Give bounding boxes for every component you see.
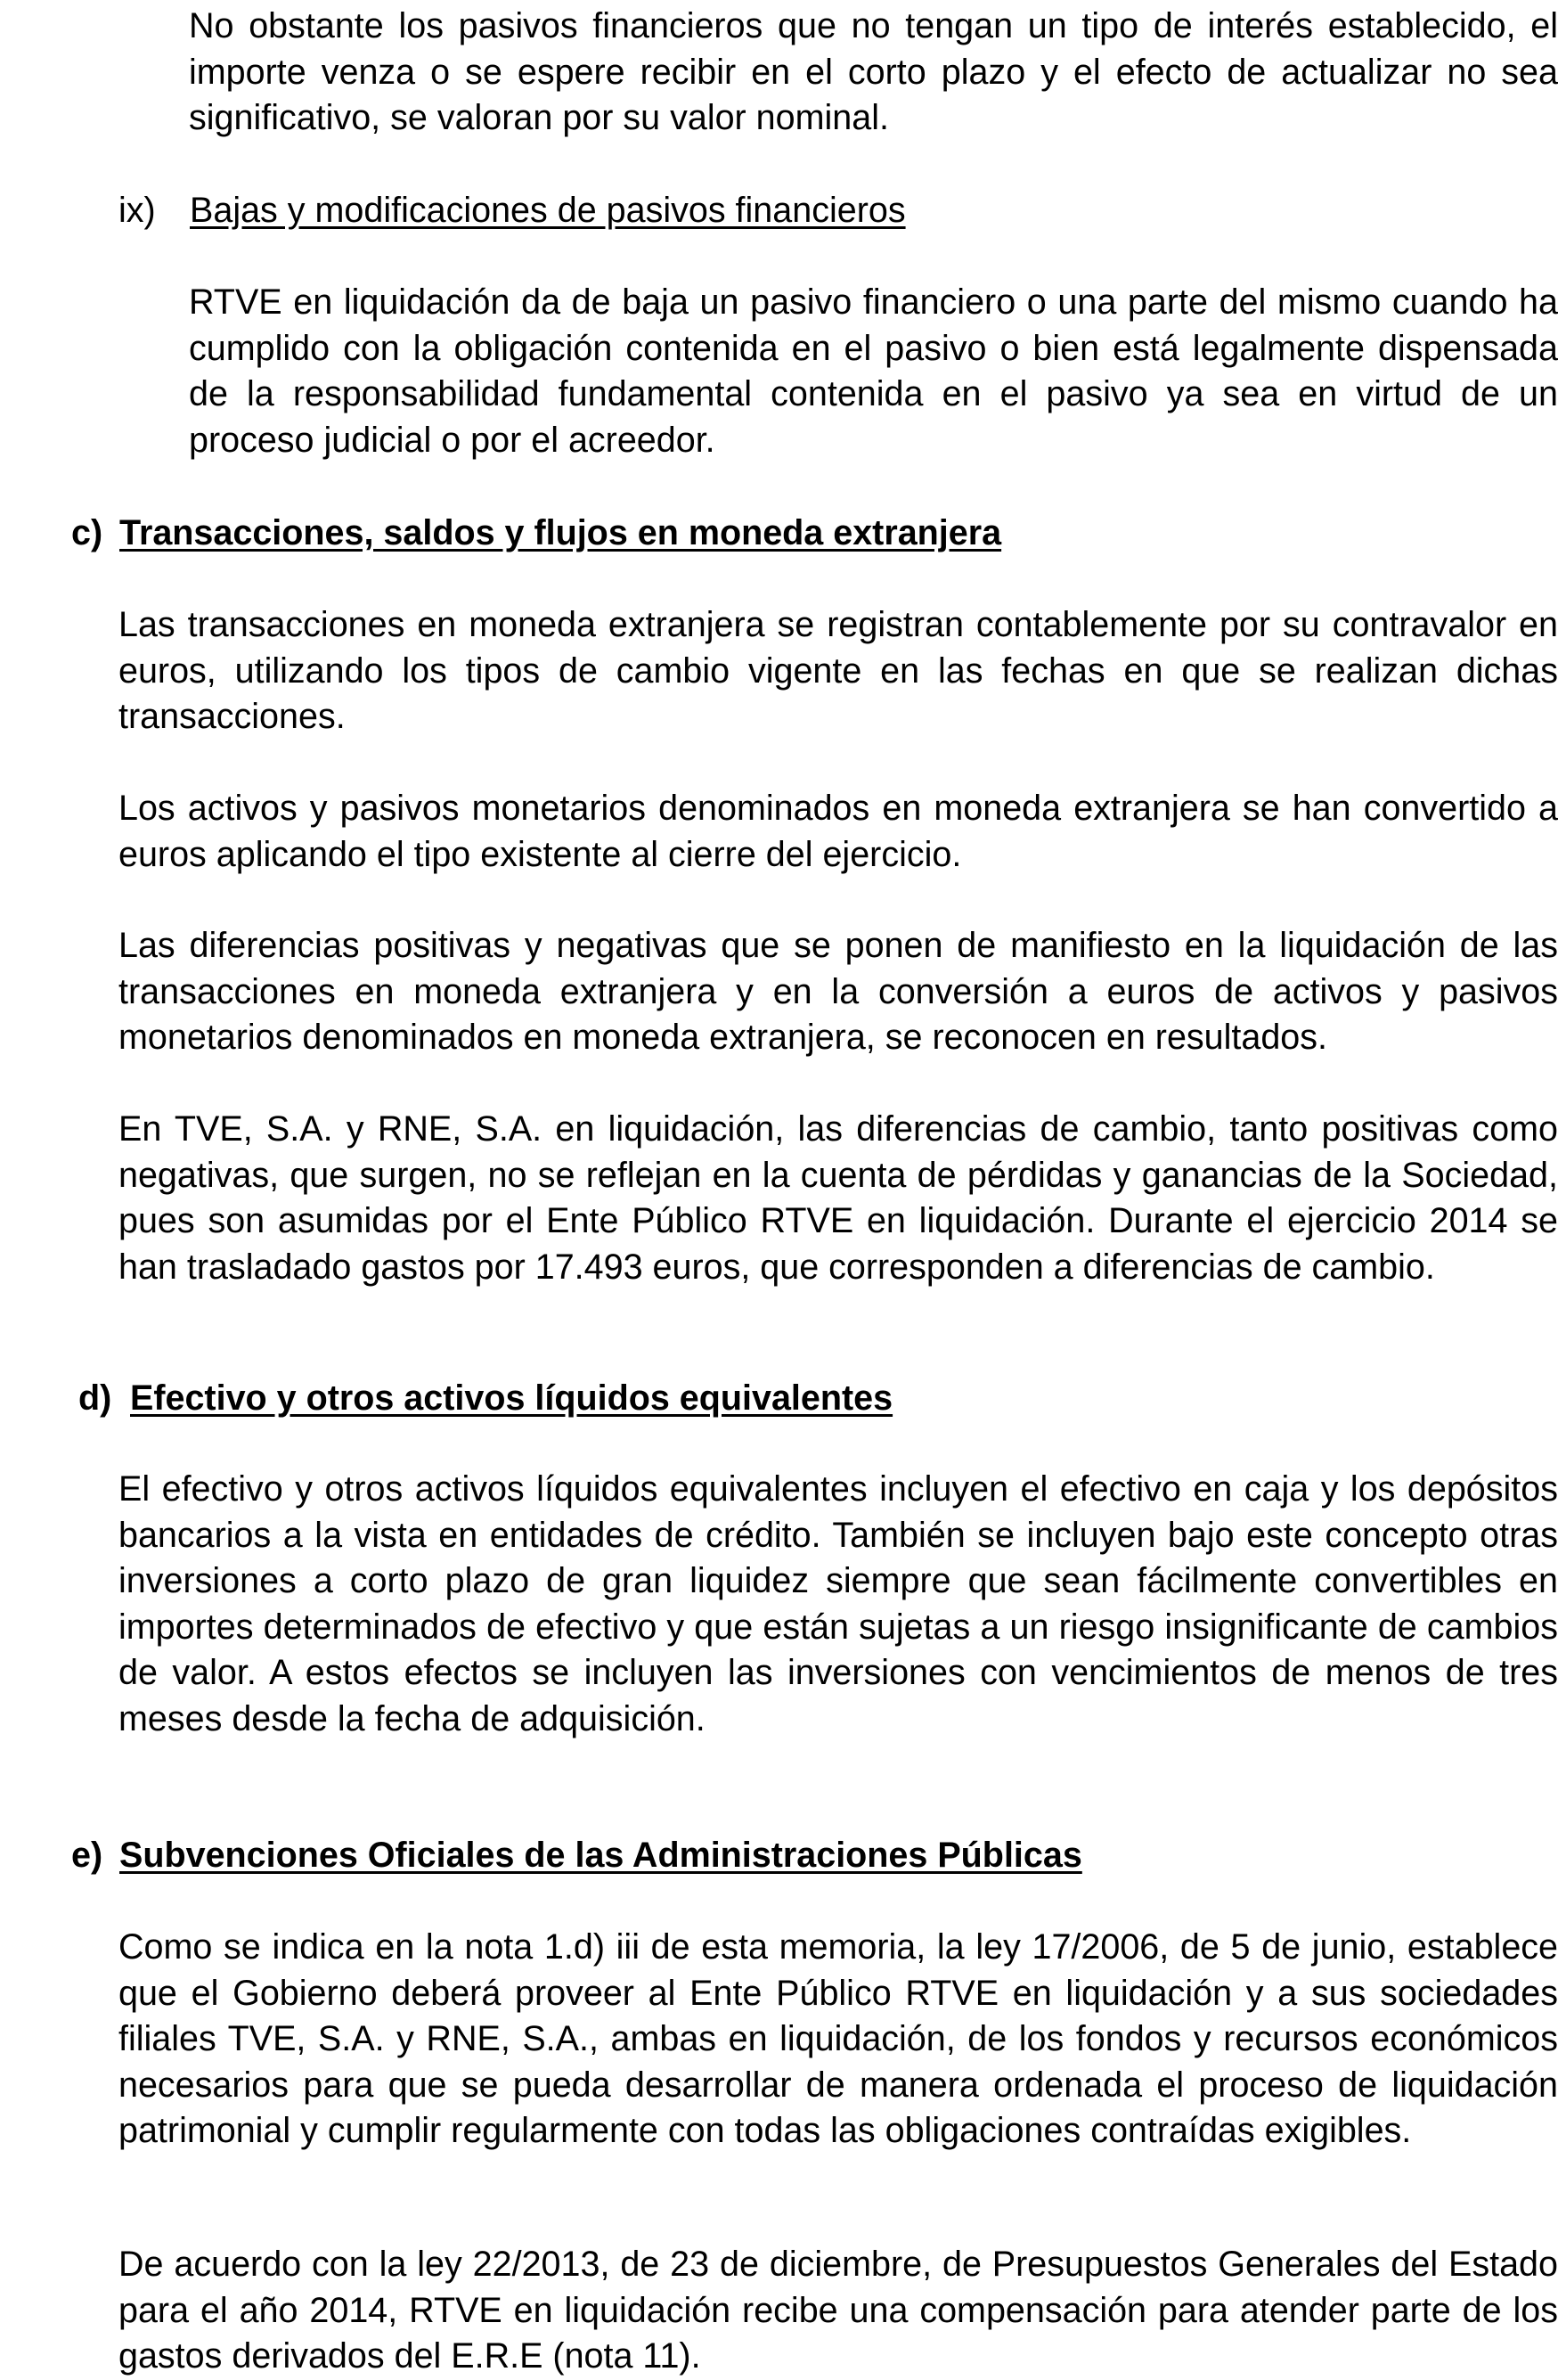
section-c-heading xyxy=(71,511,1001,557)
section-d-title: Efectivo y otros activos líquidos equivalentes xyxy=(130,1378,893,1418)
section-e-letter: e) xyxy=(71,1836,103,1875)
section-c-paragraph-1: Las transacciones en moneda extranjera se registran contablemente por su contravalor en euros, utilizando los tipos de cambio vigente en las fechas en que se realizan dichas transacciones. xyxy=(118,605,1558,736)
section-e-paragraph-1: Como se indica en la nota 1.d) iii de esta memoria, la ley 17/2006, de 5 de junio, establece que el Gobierno deberá proveer al Ente Público RTVE en liquidación y a sus sociedades filiales TVE, S.A. y RNE, S.A., ambas en liquidación, de los fondos y recursos económicos necesarios para que se pueda desarrollar de manera ordenada el proceso de liquidación patrimonial y cumplir regularmente con todas las obligaciones contraídas exigibles. xyxy=(118,1927,1558,2150)
section-d-heading xyxy=(78,1376,893,1422)
section-e-heading xyxy=(71,1833,1082,1879)
section-c-letter: c) xyxy=(71,513,103,552)
section-d-paragraph-1: El efectivo y otros activos líquidos equivalentes incluyen el efectivo en caja y los depósitos bancarios a la vista en entidades de crédito. También se incluyen bajo este concepto otras inversiones a corto plazo de gran liquidez siempre que sean fácilmente convertibles en importes determinados de efectivo y que están sujetas a un riesgo insignificante de cambios de valor. A estos efectos se incluyen las inversiones con vencimientos de menos de tres meses desde la fecha de adquisición. xyxy=(118,1469,1558,1738)
section-ix-heading xyxy=(118,188,906,234)
section-e-paragraph-2: De acuerdo con la ley 22/2013, de 23 de diciembre, de Presupuestos Generales del Estado para el año 2014, RTVE en liquidación recibe una compensación para atender parte de los gastos derivados del E.R.E (nota 11). xyxy=(118,2245,1558,2376)
section-d-letter: d) xyxy=(78,1378,112,1418)
section-e-title: Subvenciones Oficiales de las Administraciones Públicas xyxy=(119,1836,1082,1875)
section-ix-title: Bajas y modificaciones de pasivos financieros xyxy=(190,191,906,230)
section-c-paragraph-4: En TVE, S.A. y RNE, S.A. en liquidación, las diferencias de cambio, tanto positivas como negativas, que surgen, no se reflejan en la cuenta de pérdidas y ganancias de la Sociedad, pues son asumidas por el Ente Público RTVE en liquidación. Durante el ejercicio 2014 se han trasladado gastos por 17.493 euros, que corresponden a diferencias de cambio. xyxy=(118,1109,1558,1287)
section-c-paragraph-3: Las diferencias positivas y negativas que se ponen de manifiesto en la liquidación de las transacciones en moneda extranjera y en la conversión a euros de activos y pasivos monetarios denominados en moneda extranjera, se reconocen en resultados. xyxy=(118,926,1558,1057)
section-ix-number: ix) xyxy=(118,191,156,230)
section-c-title: Transacciones, saldos y flujos en moneda extranjera xyxy=(119,513,1002,552)
section-c-paragraph-2: Los activos y pasivos monetarios denominados en moneda extranjera se han convertido a euros aplicando el tipo existente al cierre del ejercicio. xyxy=(118,789,1558,874)
intro-paragraph: No obstante los pasivos financieros que no tengan un tipo de interés establecido, el importe venza o se espere recibir en el corto plazo y el efecto de actualizar no sea significativo, se valoran por su valor nominal. xyxy=(189,6,1558,137)
section-ix-paragraph-1: RTVE en liquidación da de baja un pasivo financiero o una parte del mismo cuando ha cumplido con la obligación contenida en el pasivo o bien está legalmente dispensada de la responsabilidad fundamental contenida en el pasivo ya sea en virtud de un proceso judicial o por el acreedor. xyxy=(189,282,1558,460)
